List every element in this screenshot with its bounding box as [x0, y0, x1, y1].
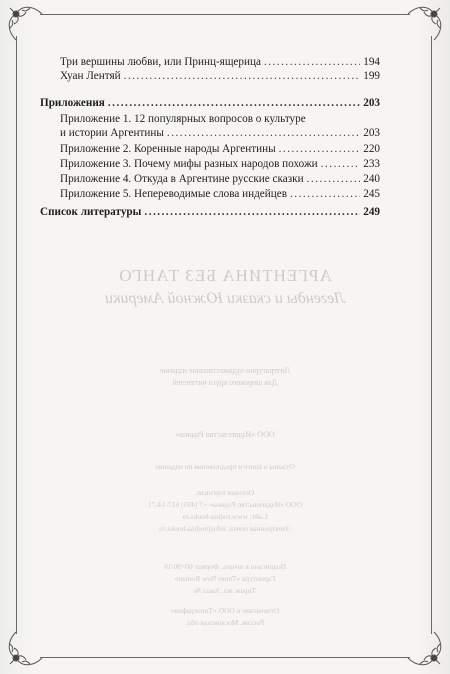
bleed-line: Сайт: www.rodina-books.ru	[182, 512, 268, 521]
bleed-line: Отзывы о книге и предложения по изданию	[155, 462, 295, 471]
toc-entry-title: Хуан Лентяй	[60, 70, 121, 82]
toc-entry	[40, 55, 380, 69]
bleed-subtitle: Легенды и сказки Южной Америки	[104, 290, 346, 307]
toc-entry-page: 233	[363, 158, 380, 170]
toc-entry-title: Три вершины любви, или Принц-ящерица	[60, 56, 261, 68]
toc-entry-title: Приложение 4. Откуда в Аргентине русские сказки	[60, 173, 304, 185]
toc-section-appendix	[40, 96, 380, 110]
toc-leader-dots	[321, 157, 361, 171]
toc-leader-dots	[279, 142, 361, 156]
bleed-line: Подписано в печать. Формат 60×90/16	[163, 562, 287, 571]
toc-section-page: 203	[363, 97, 380, 109]
toc-section-title: Приложения	[40, 97, 105, 109]
toc-appendix-item	[60, 157, 380, 171]
toc-entry-page: 245	[363, 188, 380, 200]
toc-entry-title-line1: Приложение 1. 12 популярных вопросов о культуре	[60, 113, 306, 125]
toc-appendix-item	[60, 112, 380, 140]
bleed-line: Тираж экз. Заказ №	[194, 586, 256, 595]
bleed-line: Электронная почта: info@rodina-books.ru	[159, 524, 291, 533]
toc-entry-page: 240	[363, 173, 380, 185]
bleed-line: Литературно-художественное издание	[159, 366, 291, 375]
toc-entry-title: Приложение 2. Коренные народы Аргентины	[60, 143, 276, 155]
toc-leader-dots	[167, 126, 360, 140]
bleed-title: АРГЕНТИНА БЕЗ ТАНГО	[118, 266, 332, 285]
toc-entry-title: Приложение 5. Непереводимые слова индейцев	[60, 188, 287, 200]
toc-leader-dots	[144, 205, 360, 219]
toc-appendix-item	[60, 142, 380, 156]
toc-entry-page: 220	[363, 143, 380, 155]
toc-leader-dots	[290, 187, 360, 201]
toc-entry-page: 203	[363, 127, 380, 139]
toc-section-bibliography	[40, 205, 380, 219]
toc-leader-dots	[264, 55, 360, 69]
toc-leader-dots	[108, 96, 360, 110]
toc-appendix-item	[60, 172, 380, 186]
toc-entry-page: 199	[363, 70, 380, 82]
toc-entry	[60, 126, 380, 140]
toc-entry-title-line2: и истории Аргентины	[60, 127, 164, 139]
bleed-line: ООО «Издательство Родина» +7 (495) 617-14-71	[147, 500, 303, 509]
toc-section-page: 249	[363, 206, 380, 218]
bleed-line: Отпечатано в ООО «Типография»	[170, 606, 280, 615]
toc-entry-page: 194	[363, 56, 380, 68]
toc-entry-title: Приложение 3. Почему мифы разных народов похожи	[60, 158, 318, 170]
bleed-line: ООО «Издательство Родина»	[175, 430, 275, 439]
toc-appendix-item	[60, 187, 380, 201]
toc-leader-dots	[124, 69, 361, 83]
toc-entry	[40, 69, 380, 83]
bleed-line: Для широкого круга читателей	[172, 378, 278, 387]
bleed-line: Оптовая торговля:	[195, 488, 255, 497]
bleed-line: Россия, Московская обл.	[185, 618, 265, 627]
toc-section-title: Список литературы	[40, 206, 142, 218]
toc-leader-dots	[307, 172, 361, 186]
bleed-line: Гарнитура «Times New Roman»	[174, 574, 276, 583]
